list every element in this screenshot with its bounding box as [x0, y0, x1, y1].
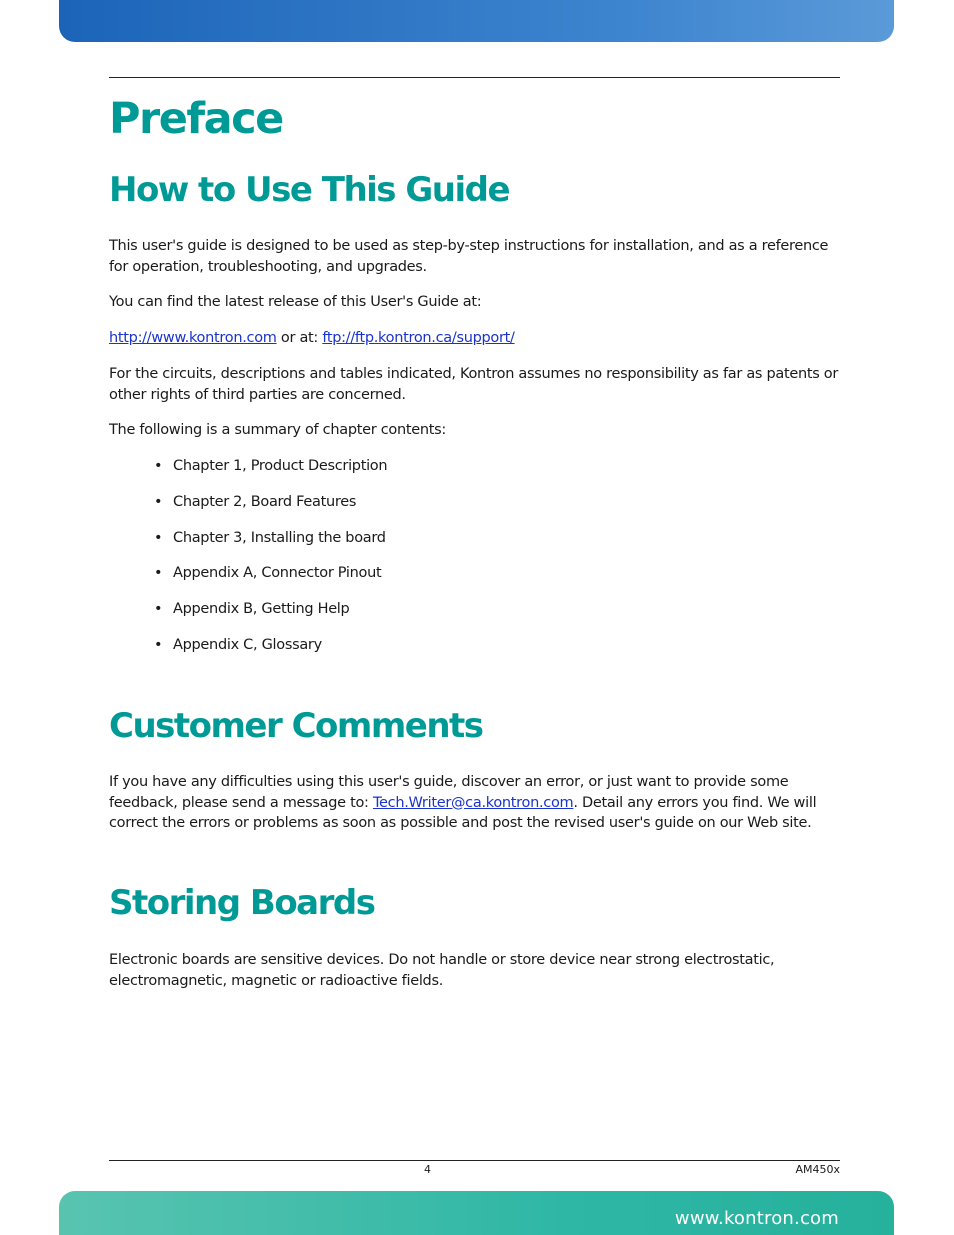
bullet-icon: •	[154, 565, 163, 581]
list-item-text: Chapter 3, Installing the board	[173, 530, 386, 546]
list-item	[154, 635, 322, 655]
model-name: AM450x	[795, 1163, 840, 1176]
section-heading-storing: Storing Boards	[109, 883, 375, 923]
guide-paragraph-4: The following is a summary of chapter contents:	[109, 422, 446, 438]
guide-paragraph-2: You can find the latest release of this User's Guide at:	[109, 294, 482, 310]
list-item-text: Appendix A, Connector Pinout	[173, 565, 382, 581]
page-number: 4	[424, 1163, 431, 1176]
bottom-rule	[109, 1160, 840, 1161]
comments-text-pre: If you have any difficulties using this user's guide, discover an error, or just want to provide some feedback, please send a message to:	[109, 774, 789, 811]
list-item-text: Chapter 2, Board Features	[173, 494, 357, 510]
list-item	[154, 563, 381, 583]
storing-paragraph: Electronic boards are sensitive devices. Do not handle or store device near strong electrostatic, electromagnetic, magnetic or radioactive fields.	[109, 952, 775, 989]
website-label: www.kontron.com	[674, 1208, 839, 1229]
list-item	[154, 456, 387, 476]
section-heading-comments: Customer Comments	[109, 706, 483, 746]
footer-band	[59, 1191, 894, 1235]
guide-links-line	[109, 328, 844, 349]
page-title: Preface	[109, 94, 283, 144]
list-item-text: Appendix C, Glossary	[173, 637, 322, 653]
bullet-icon: •	[154, 494, 163, 510]
section-heading-guide: How to Use This Guide	[109, 170, 510, 210]
or-at-text: or at:	[276, 330, 323, 346]
header-band	[59, 0, 894, 42]
list-item-text: Appendix B, Getting Help	[173, 601, 350, 617]
bullet-icon: •	[154, 637, 163, 653]
kontron-website-link[interactable]: http://www.kontron.com	[109, 330, 277, 346]
guide-paragraph-3: For the circuits, descriptions and tables indicated, Kontron assumes no responsibility as far as patents or other rights of third parties are concerned.	[109, 366, 839, 403]
bullet-icon: •	[154, 458, 163, 474]
list-item	[154, 492, 356, 512]
comments-paragraph	[109, 772, 844, 834]
guide-paragraph-1: This user's guide is designed to be used as step-by-step instructions for installation, and as a reference for operation, troubleshooting, and upgrades.	[109, 238, 829, 275]
bullet-icon: •	[154, 530, 163, 546]
ftp-support-link[interactable]: ftp://ftp.kontron.ca/support/	[322, 330, 515, 346]
tech-writer-email-link[interactable]: Tech.Writer@ca.kontron.com	[372, 794, 574, 811]
comments-text-post: . Detail any errors you find. We will correct the errors or problems as soon as possible and post the revised user's guide on our Web site.	[109, 794, 817, 831]
top-rule	[109, 77, 840, 78]
list-item-text: Chapter 1, Product Description	[173, 458, 388, 474]
list-item	[154, 599, 349, 619]
bullet-icon: •	[154, 601, 163, 617]
list-item	[154, 528, 386, 548]
